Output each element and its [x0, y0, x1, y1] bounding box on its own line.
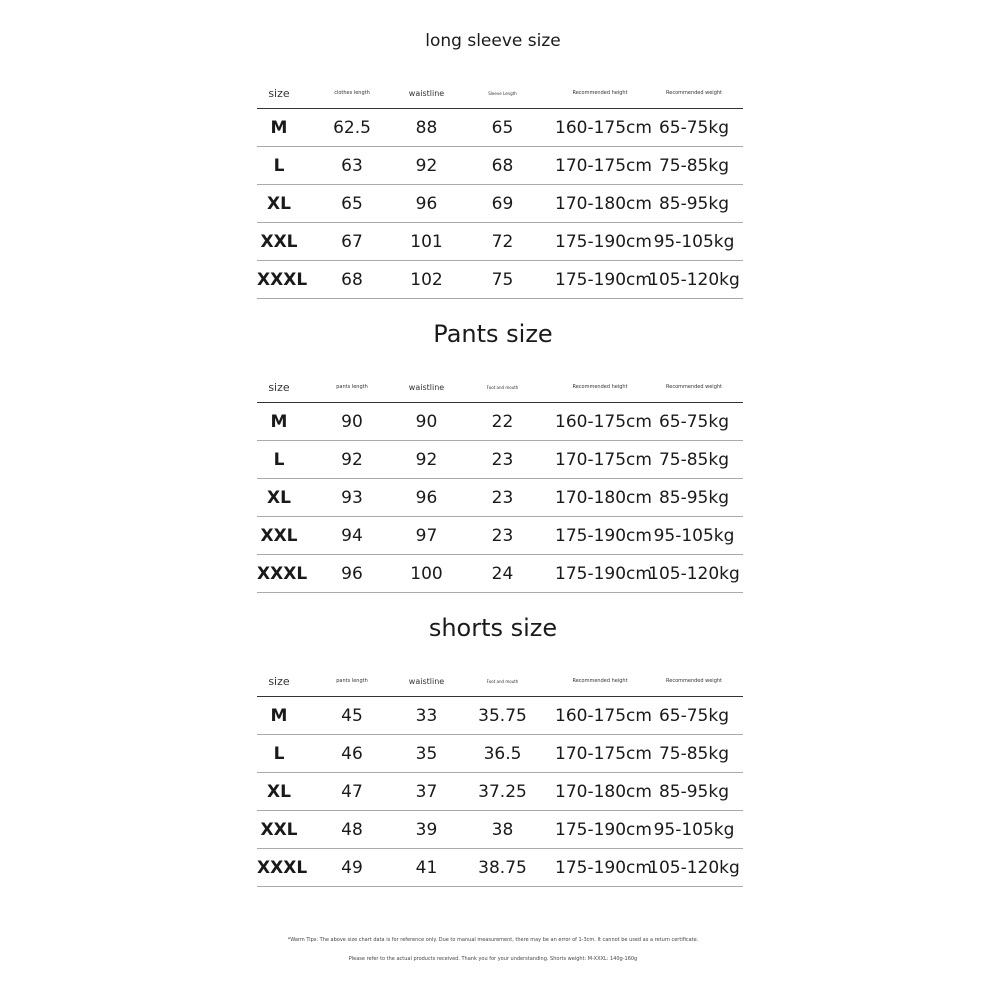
column-header-recommended-weight: Recommended weight	[645, 372, 743, 403]
table-row	[257, 697, 743, 735]
table-cell: 68	[450, 147, 555, 185]
table-cell: 69	[450, 185, 555, 223]
size-cell: L	[257, 441, 301, 479]
table-cell: 175-190cm	[555, 849, 645, 887]
table-cell: 46	[301, 735, 403, 773]
table-cell: 23	[450, 441, 555, 479]
shorts-size-table	[257, 666, 743, 887]
table-cell: 85-95kg	[645, 773, 743, 811]
size-cell: XL	[257, 773, 301, 811]
size-cell: XXXL	[257, 555, 301, 593]
size-cell: XXL	[257, 223, 301, 261]
table-cell: 93	[301, 479, 403, 517]
table-row	[257, 261, 743, 299]
table-cell: 23	[450, 517, 555, 555]
table-cell: 63	[301, 147, 403, 185]
table-cell: 97	[403, 517, 450, 555]
column-header-size: size	[257, 372, 301, 403]
table-cell: 38.75	[450, 849, 555, 887]
table-cell: 175-190cm	[555, 223, 645, 261]
size-cell: L	[257, 147, 301, 185]
table-cell: 95-105kg	[645, 223, 743, 261]
table-cell: 45	[301, 697, 403, 735]
table-cell: 88	[403, 109, 450, 147]
column-header-recommended-weight: Recommended weight	[645, 78, 743, 109]
table-cell: 75	[450, 261, 555, 299]
table-cell: 100	[403, 555, 450, 593]
table-cell: 160-175cm	[555, 109, 645, 147]
table-cell: 170-175cm	[555, 441, 645, 479]
table-cell: 75-85kg	[645, 147, 743, 185]
table-row	[257, 811, 743, 849]
table-cell: 175-190cm	[555, 261, 645, 299]
table-cell: 175-190cm	[555, 811, 645, 849]
column-header-size: size	[257, 666, 301, 697]
table-header-row	[257, 78, 743, 109]
table-cell: 175-190cm	[555, 517, 645, 555]
size-cell: XXL	[257, 517, 301, 555]
size-cell: XXL	[257, 811, 301, 849]
table-cell: 72	[450, 223, 555, 261]
column-header-waistline: waistline	[403, 78, 450, 109]
table-row	[257, 147, 743, 185]
table-cell: 65-75kg	[645, 109, 743, 147]
table-cell: 105-120kg	[645, 555, 743, 593]
table-cell: 23	[450, 479, 555, 517]
table-cell: 96	[403, 185, 450, 223]
table-cell: 85-95kg	[645, 479, 743, 517]
size-cell: M	[257, 109, 301, 147]
table-cell: 68	[301, 261, 403, 299]
column-header-waistline: waistline	[403, 372, 450, 403]
table-cell: 94	[301, 517, 403, 555]
column-header-clothes-length: clothes length	[301, 78, 403, 109]
table-cell: 33	[403, 697, 450, 735]
table-cell: 160-175cm	[555, 403, 645, 441]
table-cell: 75-85kg	[645, 735, 743, 773]
table-cell: 92	[301, 441, 403, 479]
table-row	[257, 517, 743, 555]
size-cell: M	[257, 697, 301, 735]
pants-title: Pants size	[433, 320, 553, 348]
table-cell: 170-180cm	[555, 185, 645, 223]
table-cell: 67	[301, 223, 403, 261]
table-cell: 24	[450, 555, 555, 593]
column-header-pants-length: pants length	[301, 372, 403, 403]
size-cell: L	[257, 735, 301, 773]
shorts-title: shorts size	[428, 614, 558, 642]
table-row	[257, 555, 743, 593]
table-cell: 65-75kg	[645, 403, 743, 441]
table-cell: 95-105kg	[645, 517, 743, 555]
table-cell: 170-180cm	[555, 773, 645, 811]
table-cell: 47	[301, 773, 403, 811]
table-cell: 95-105kg	[645, 811, 743, 849]
column-header-pants-length: pants length	[301, 666, 403, 697]
column-header-foot-and-mouth: Foot and mouth	[450, 666, 555, 697]
table-cell: 41	[403, 849, 450, 887]
table-row	[257, 441, 743, 479]
table-cell: 35	[403, 735, 450, 773]
table-cell: 175-190cm	[555, 555, 645, 593]
size-cell: M	[257, 403, 301, 441]
table-cell: 65-75kg	[645, 697, 743, 735]
table-cell: 37.25	[450, 773, 555, 811]
table-cell: 90	[403, 403, 450, 441]
table-cell: 105-120kg	[645, 261, 743, 299]
table-cell: 96	[403, 479, 450, 517]
table-cell: 105-120kg	[645, 849, 743, 887]
long-sleeve-title: long sleeve size	[425, 31, 561, 51]
column-header-foot-and-mouth: Foot and mouth	[450, 372, 555, 403]
table-row	[257, 223, 743, 261]
table-cell: 92	[403, 441, 450, 479]
table-cell: 96	[301, 555, 403, 593]
table-cell: 160-175cm	[555, 697, 645, 735]
column-header-recommended-weight: Recommended weight	[645, 666, 743, 697]
table-cell: 36.5	[450, 735, 555, 773]
table-cell: 65	[450, 109, 555, 147]
table-cell: 39	[403, 811, 450, 849]
table-row	[257, 735, 743, 773]
table-header-row	[257, 372, 743, 403]
column-header-recommended-height: Recommended height	[555, 666, 645, 697]
size-cell: XL	[257, 479, 301, 517]
table-row	[257, 849, 743, 887]
column-header-sleeve-length: Sleeve Length	[450, 78, 555, 109]
table-cell: 85-95kg	[645, 185, 743, 223]
table-header-row	[257, 666, 743, 697]
table-cell: 170-175cm	[555, 735, 645, 773]
table-cell: 170-180cm	[555, 479, 645, 517]
thank-you-note: Please refer to the actual products received. Thank you for your understanding. Shorts weight: M-XXXL: 140g-160g	[348, 956, 638, 962]
table-row	[257, 479, 743, 517]
size-cell: XXXL	[257, 261, 301, 299]
pants-size-table	[257, 372, 743, 593]
long-sleeve-size-table	[257, 78, 743, 299]
table-cell: 22	[450, 403, 555, 441]
table-cell: 92	[403, 147, 450, 185]
table-cell: 38	[450, 811, 555, 849]
table-cell: 37	[403, 773, 450, 811]
table-cell: 90	[301, 403, 403, 441]
table-cell: 48	[301, 811, 403, 849]
table-cell: 101	[403, 223, 450, 261]
table-cell: 62.5	[301, 109, 403, 147]
column-header-recommended-height: Recommended height	[555, 372, 645, 403]
warm-tips-note: *Warm Tips: The above size chart data is for reference only. Due to manual measurement, there may be an error of 1-3cm. It cannot be used as a return certificate.	[287, 937, 699, 943]
table-cell: 49	[301, 849, 403, 887]
column-header-size: size	[257, 78, 301, 109]
table-row	[257, 403, 743, 441]
table-row	[257, 109, 743, 147]
table-cell: 75-85kg	[645, 441, 743, 479]
table-cell: 170-175cm	[555, 147, 645, 185]
table-row	[257, 185, 743, 223]
table-row	[257, 773, 743, 811]
size-cell: XXXL	[257, 849, 301, 887]
column-header-recommended-height: Recommended height	[555, 78, 645, 109]
table-cell: 35.75	[450, 697, 555, 735]
size-cell: XL	[257, 185, 301, 223]
column-header-waistline: waistline	[403, 666, 450, 697]
table-cell: 65	[301, 185, 403, 223]
table-cell: 102	[403, 261, 450, 299]
